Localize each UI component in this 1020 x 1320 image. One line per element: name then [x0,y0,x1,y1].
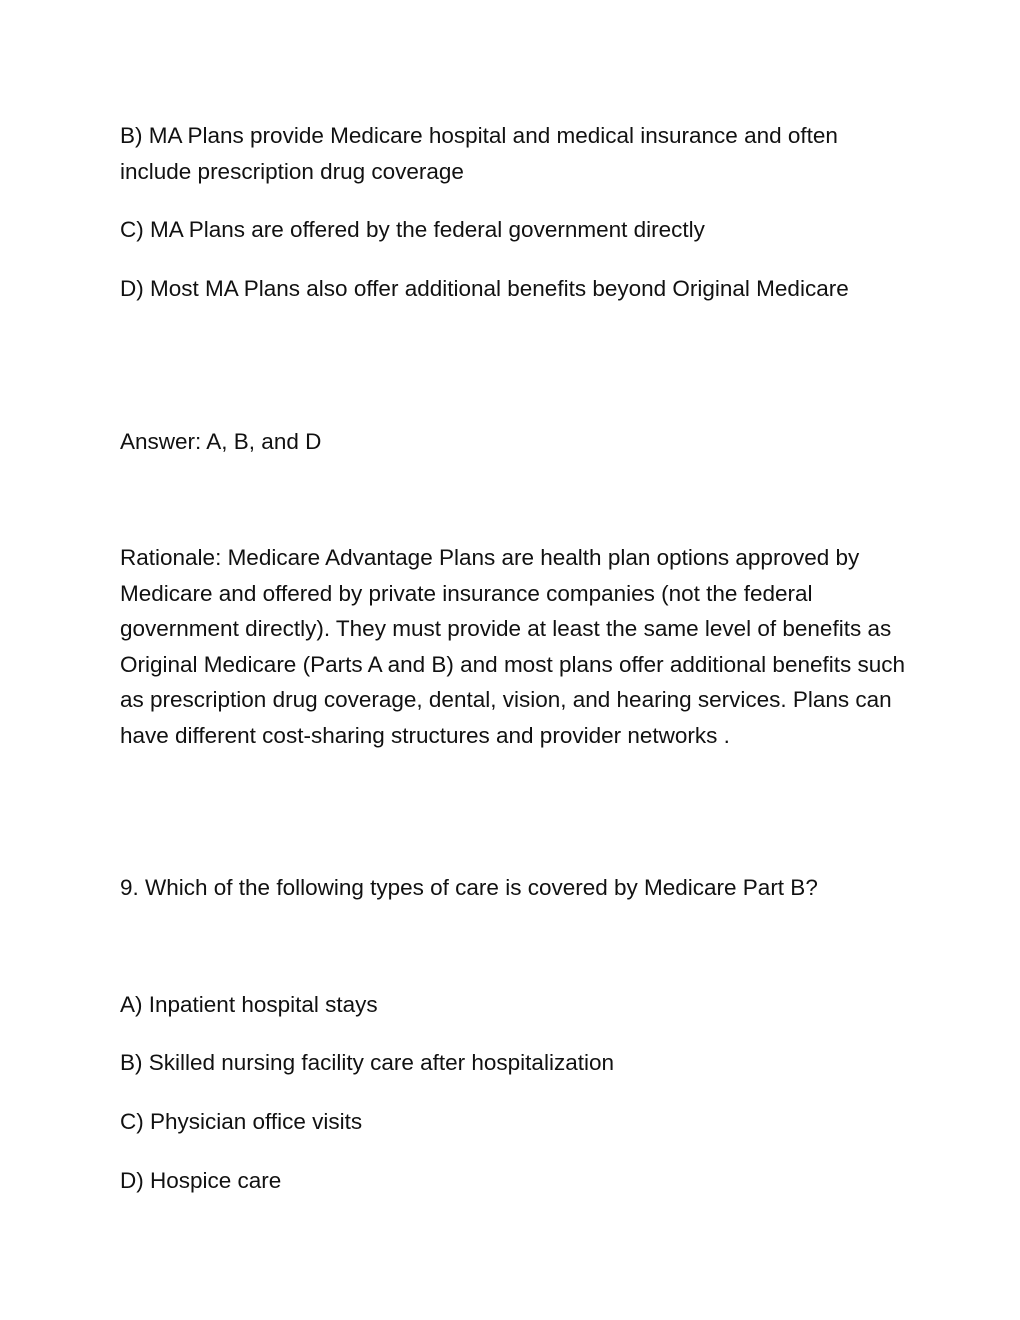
option-a: A) Inpatient hospital stays [120,992,378,1017]
option-b-previous: B) MA Plans provide Medicare hospital and medical insurance and often include prescription drug coverage [120,123,838,184]
option-d-previous: D) Most MA Plans also offer additional benefits beyond Original Medicare [120,276,849,301]
option-b: B) Skilled nursing facility care after hospitalization [120,1050,614,1075]
option-c: C) Physician office visits [120,1109,363,1134]
option-d: D) Hospice care [120,1168,282,1193]
option-c-previous: C) MA Plans are offered by the federal government directly [120,217,705,242]
rationale-paragraph: Rationale: Medicare Advantage Plans are health plan options approved by Medicare and offered by private insurance companies (not the federal government directly). They must provide at least the same level of benefits as Original Medicare (Parts A and B) and most plans offer additional benefits such as prescription drug coverage, dental, vision, and hearing services. Plans can have different cost-sharing structures and provider networks . [120,545,906,748]
question-9: 9. Which of the following types of care is covered by Medicare Part B? [120,875,818,900]
answer-line: Answer: A, B, and D [120,429,322,454]
